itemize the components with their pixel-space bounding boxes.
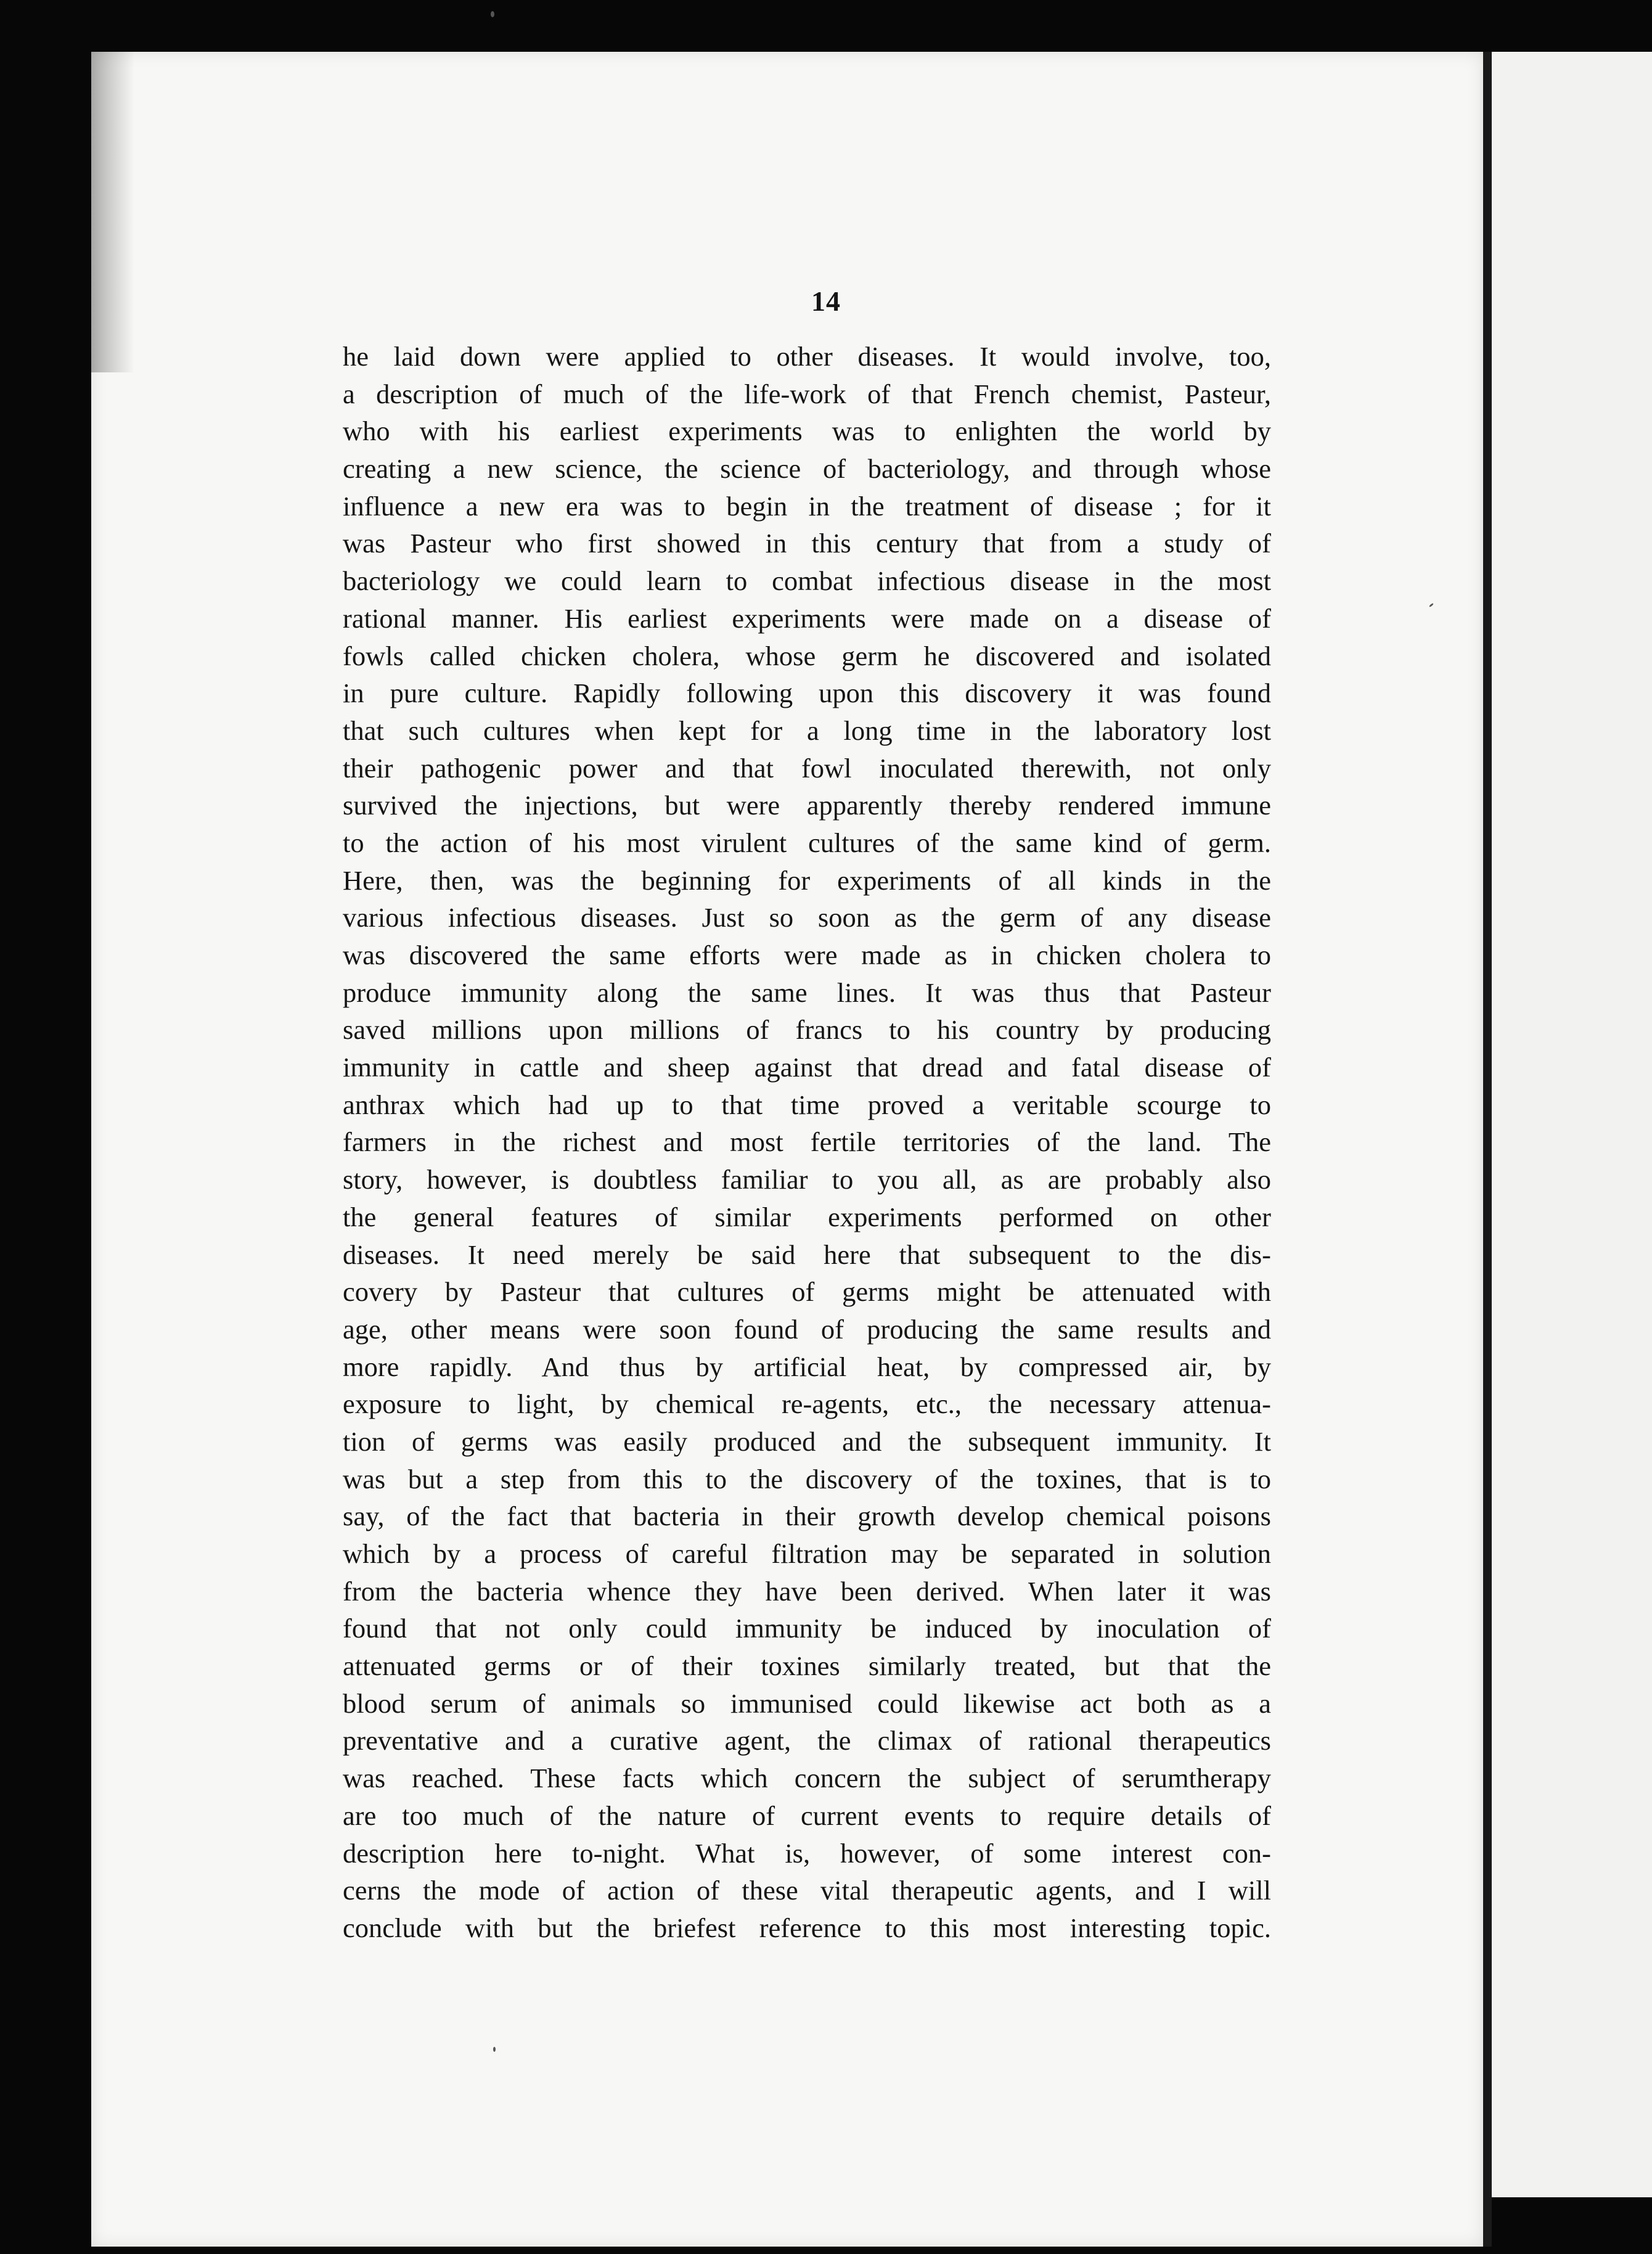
text-line: tion of germs was easily produced and the subsequent immunity. It: [343, 1425, 1271, 1457]
page-edge-shadow: [91, 52, 134, 372]
text-line: various infectious diseases. Just so soon as the germ of any disease: [343, 902, 1271, 933]
body-text: [343, 338, 1271, 1947]
text-line: blood serum of animals so immunised could likewise act both as a: [343, 1687, 1271, 1719]
text-line: saved millions upon millions of francs to his country by producing: [343, 1014, 1271, 1046]
text-line: are too much of the nature of current events to require details of: [343, 1800, 1271, 1831]
adjacent-page-strip: [1492, 52, 1652, 2197]
text-line: exposure to light, by chemical re-agents, etc., the necessary attenua-: [343, 1388, 1271, 1420]
text-line: was Pasteur who first showed in this century that from a study of: [343, 528, 1271, 559]
text-line: their pathogenic power and that fowl inoculated therewith, not only: [343, 752, 1271, 784]
text-line: in pure culture. Rapidly following upon this discovery it was found: [343, 678, 1271, 709]
text-line: attenuated germs or of their toxines similarly treated, but that the: [343, 1650, 1271, 1682]
text-line: anthrax which had up to that time proved a veritable scourge to: [343, 1089, 1271, 1120]
text-line: rational manner. His earliest experiments were made on a disease of: [343, 602, 1271, 634]
page-number: 14: [811, 285, 841, 317]
text-line: story, however, is doubtless familiar to you all, as are probably also: [343, 1164, 1271, 1195]
text-line: age, other means were soon found of producing the same results and: [343, 1313, 1271, 1345]
text-line: creating a new science, the science of bacteriology, and through whose: [343, 453, 1271, 485]
text-line: covery by Pasteur that cultures of germs might be attenuated with: [343, 1276, 1271, 1308]
text-line: produce immunity along the same lines. It was thus that Pasteur: [343, 977, 1271, 1008]
text-line: more rapidly. And thus by artificial heat, by compressed air, by: [343, 1351, 1271, 1382]
text-line: preventative and a curative agent, the climax of rational therapeutics: [343, 1725, 1271, 1756]
text-line: which by a process of careful filtration may be separated in solution: [343, 1538, 1271, 1569]
text-line: a description of much of the life-work of that French chemist, Pasteur,: [343, 378, 1271, 409]
text-line: the general features of similar experiments performed on other: [343, 1201, 1271, 1232]
text-line: he laid down were applied to other diseases. It would involve, too,: [343, 341, 1271, 372]
text-line: influence a new era was to begin in the treatment of disease ; for it: [343, 490, 1271, 522]
text-line: from the bacteria whence they have been derived. When later it was: [343, 1575, 1271, 1607]
text-line: farmers in the richest and most fertile territories of the land. The: [343, 1126, 1271, 1158]
text-line: diseases. It need merely be said here that subsequent to the dis-: [343, 1239, 1271, 1270]
text-line: survived the injections, but were apparently thereby rendered immune: [343, 790, 1271, 821]
text-line: fowls called chicken cholera, whose germ he discovered and isolated: [343, 640, 1271, 671]
text-line: was but a step from this to the discovery of the toxines, that is to: [343, 1463, 1271, 1494]
text-line: to the action of his most virulent cultures of the same kind of germ.: [343, 827, 1271, 858]
text-line: was discovered the same efforts were made as in chicken cholera to: [343, 940, 1271, 970]
text-line: who with his earliest experiments was to enlighten the world by: [343, 416, 1271, 447]
text-line: cerns the mode of action of these vital therapeutic agents, and I will: [343, 1875, 1271, 1906]
text-line: that such cultures when kept for a long time in the laboratory lost: [343, 715, 1271, 746]
scan-speck: [493, 2047, 496, 2052]
text-line: bacteriology we could learn to combat infectious disease in the most: [343, 565, 1271, 597]
text-line: conclude with but the briefest reference to this most interesting topic.: [343, 1912, 1271, 1943]
scan-speck: [491, 11, 494, 17]
page-gutter-shadow: [1483, 52, 1492, 2247]
text-line: was reached. These facts which concern the subject of serumtherapy: [343, 1763, 1271, 1794]
text-line: say, of the fact that bacteria in their growth develop chemical poisons: [343, 1501, 1271, 1532]
text-line: immunity in cattle and sheep against that dread and fatal disease of: [343, 1052, 1271, 1083]
text-line: Here, then, was the beginning for experiments of all kinds in the: [343, 864, 1271, 896]
text-line: found that not only could immunity be induced by inoculation of: [343, 1613, 1271, 1644]
text-line: description here to-night. What is, however, of some interest con-: [343, 1837, 1271, 1869]
